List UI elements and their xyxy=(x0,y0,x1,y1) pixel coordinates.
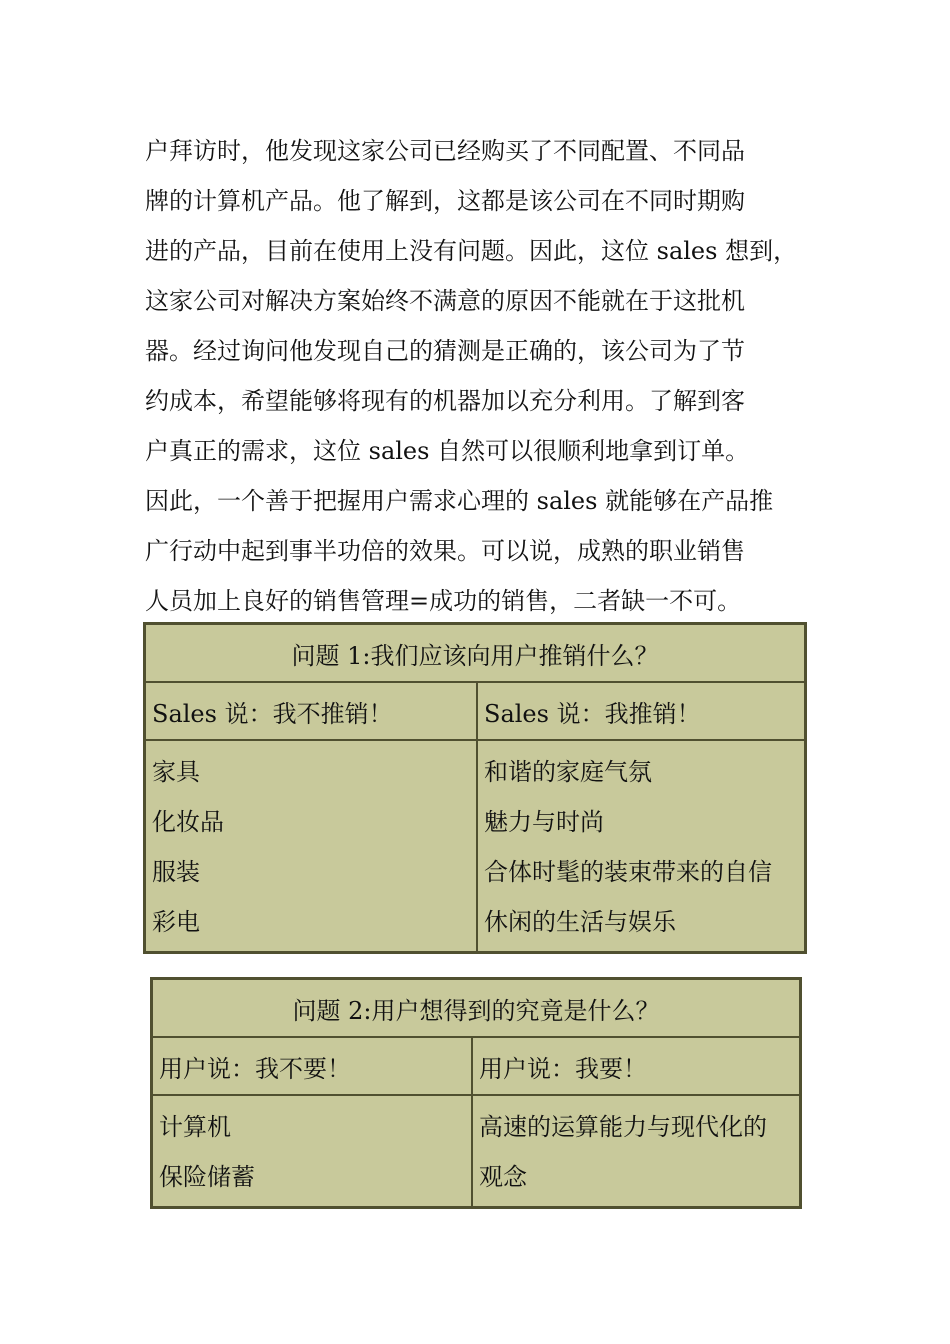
right-list-cell xyxy=(472,1095,800,1207)
list-item: 家具 xyxy=(152,758,200,786)
paragraph-line: 因此，一个善于把握用户需求心理的 sales 就能够在产品推 xyxy=(145,487,774,515)
table-title: 问题 2:用户想得到的究竟是什么？ xyxy=(152,979,800,1037)
paragraph-line: 这家公司对解决方案始终不满意的原因不能就在于这批机 xyxy=(145,287,745,315)
table-title: 问题 1:我们应该向用户推销什么？ xyxy=(145,624,805,682)
paragraph-line: 广行动中起到事半功倍的效果。可以说，成熟的职业销售 xyxy=(145,537,745,565)
list-item: 化妆品 xyxy=(152,808,224,836)
right-list-cell xyxy=(477,740,805,952)
paragraph-line: 牌的计算机产品。他了解到，这都是该公司在不同时期购 xyxy=(145,187,745,215)
left-list-cell xyxy=(152,1095,472,1207)
paragraph-line: 户拜访时，他发现这家公司已经购买了不同配置、不同品 xyxy=(145,137,745,165)
question-table-1 xyxy=(143,622,807,954)
left-column-header: 用户说：我不要！ xyxy=(152,1037,472,1095)
paragraph-line: 约成本，希望能够将现有的机器加以充分利用。了解到客 xyxy=(145,387,745,415)
question-table-2 xyxy=(150,977,802,1209)
paragraph-line: 户真正的需求，这位 sales 自然可以很顺利地拿到订单。 xyxy=(145,437,750,465)
paragraph-line: 人员加上良好的销售管理=成功的销售，二者缺一不可。 xyxy=(145,587,742,615)
list-item: 合体时髦的装束带来的自信 xyxy=(484,858,772,886)
paragraph-1 xyxy=(145,126,835,476)
list-item: 休闲的生活与娱乐 xyxy=(484,908,676,936)
paragraph-2 xyxy=(145,476,835,626)
right-column-header: 用户说：我要！ xyxy=(472,1037,800,1095)
list-item: 观念 xyxy=(479,1163,527,1191)
left-list-cell xyxy=(145,740,477,952)
list-item: 彩电 xyxy=(152,908,200,936)
list-item: 服装 xyxy=(152,858,200,886)
left-column-header: Sales 说：我不推销！ xyxy=(145,682,477,740)
list-item: 和谐的家庭气氛 xyxy=(484,758,652,786)
right-column-header: Sales 说：我推销！ xyxy=(477,682,805,740)
list-item: 保险储蓄 xyxy=(159,1163,255,1191)
list-item: 魅力与时尚 xyxy=(484,808,604,836)
list-item: 计算机 xyxy=(159,1113,231,1141)
list-item: 高速的运算能力与现代化的 xyxy=(479,1113,767,1141)
paragraph-line: 进的产品，目前在使用上没有问题。因此，这位 sales 想到， xyxy=(145,237,798,265)
paragraph-line: 器。经过询问他发现自己的猜测是正确的，该公司为了节 xyxy=(145,337,745,365)
